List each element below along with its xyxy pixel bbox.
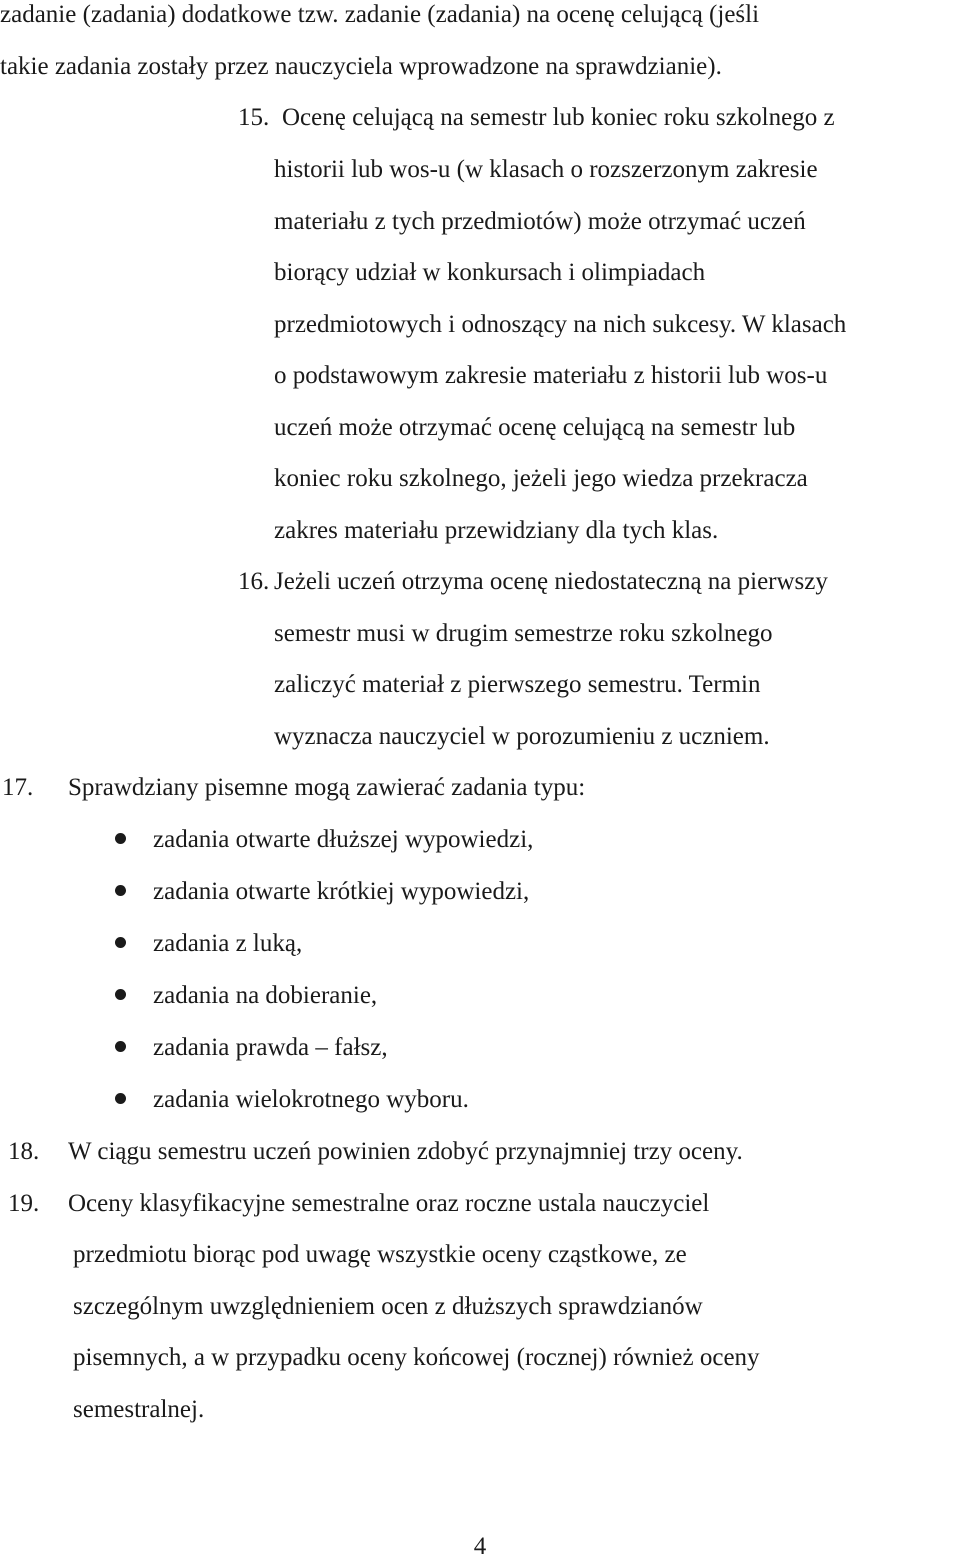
bullet-dot-icon	[115, 833, 126, 844]
item-19-line-3: szczególnym uwzględnieniem ocen z dłuższych sprawdzianów	[73, 1293, 703, 1320]
page-number: 4	[473, 1533, 487, 1560]
item-16-line-2: semestr musi w drugim semestrze roku szkolnego	[274, 620, 773, 647]
bullet-item-3: zadania z luką,	[153, 930, 303, 957]
item-15-line-6: o podstawowym zakresie materiału z historii lub wos-u	[274, 362, 828, 389]
item-18-text: W ciągu semestru uczeń powinien zdobyć przynajmniej trzy oceny.	[68, 1138, 743, 1165]
bullet-dot-icon	[115, 1093, 126, 1104]
item-15-line-7: uczeń może otrzymać ocenę celującą na semestr lub	[274, 414, 796, 441]
item-15-line-1: Ocenę celującą na semestr lub koniec roku szkolnego z	[282, 104, 835, 131]
item-19-line-2: przedmiotu biorąc pod uwagę wszystkie oceny cząstkowe, ze	[73, 1241, 687, 1268]
item-16-line-1: Jeżeli uczeń otrzyma ocenę niedostateczną na pierwszy	[274, 568, 828, 595]
item-15-line-9: zakres materiału przewidziany dla tych klas.	[274, 517, 719, 544]
bullet-item-1: zadania otwarte dłuższej wypowiedzi,	[153, 826, 534, 853]
item-15-line-3: materiału z tych przedmiotów) może otrzymać uczeń	[274, 208, 806, 235]
bullet-item-5: zadania prawda – fałsz,	[153, 1034, 388, 1061]
bullet-dot-icon	[115, 937, 126, 948]
item-17-number: 17.	[2, 774, 34, 801]
bullet-item-4: zadania na dobieranie,	[153, 982, 378, 1009]
bullet-dot-icon	[115, 989, 126, 1000]
item-15-number: 15.	[238, 104, 270, 131]
item-16-number: 16.	[238, 568, 270, 595]
item-19-line-5: semestralnej.	[73, 1396, 205, 1423]
item-19-line-1: Oceny klasyfikacyjne semestralne oraz roczne ustala nauczyciel	[68, 1190, 710, 1217]
item-18-number: 18.	[8, 1138, 40, 1165]
bullet-dot-icon	[115, 885, 126, 896]
item-15-line-8: koniec roku szkolnego, jeżeli jego wiedza przekracza	[274, 465, 808, 492]
item-17-text: Sprawdziany pisemne mogą zawierać zadania typu:	[68, 774, 586, 801]
item-15-line-5: przedmiotowych i odnoszący na nich sukcesy. W klasach	[274, 311, 847, 338]
bullet-item-6: zadania wielokrotnego wyboru.	[153, 1086, 469, 1113]
item-15-line-4: biorący udział w konkursach i olimpiadach	[274, 259, 706, 286]
item-15-line-2: historii lub wos-u (w klasach o rozszerzonym zakresie	[274, 156, 818, 183]
intro-line-2: takie zadania zostały przez nauczyciela wprowadzone na sprawdzianie).	[0, 53, 722, 80]
item-16-line-4: wyznacza nauczyciel w porozumieniu z uczniem.	[274, 723, 770, 750]
item-19-line-4: pisemnych, a w przypadku oceny końcowej (rocznej) również oceny	[73, 1344, 760, 1371]
item-16-line-3: zaliczyć materiał z pierwszego semestru. Termin	[274, 671, 761, 698]
bullet-item-2: zadania otwarte krótkiej wypowiedzi,	[153, 878, 530, 905]
item-19-number: 19.	[8, 1190, 40, 1217]
intro-line-1: zadanie (zadania) dodatkowe tzw. zadanie (zadania) na ocenę celującą (jeśli	[0, 1, 760, 28]
bullet-dot-icon	[115, 1041, 126, 1052]
